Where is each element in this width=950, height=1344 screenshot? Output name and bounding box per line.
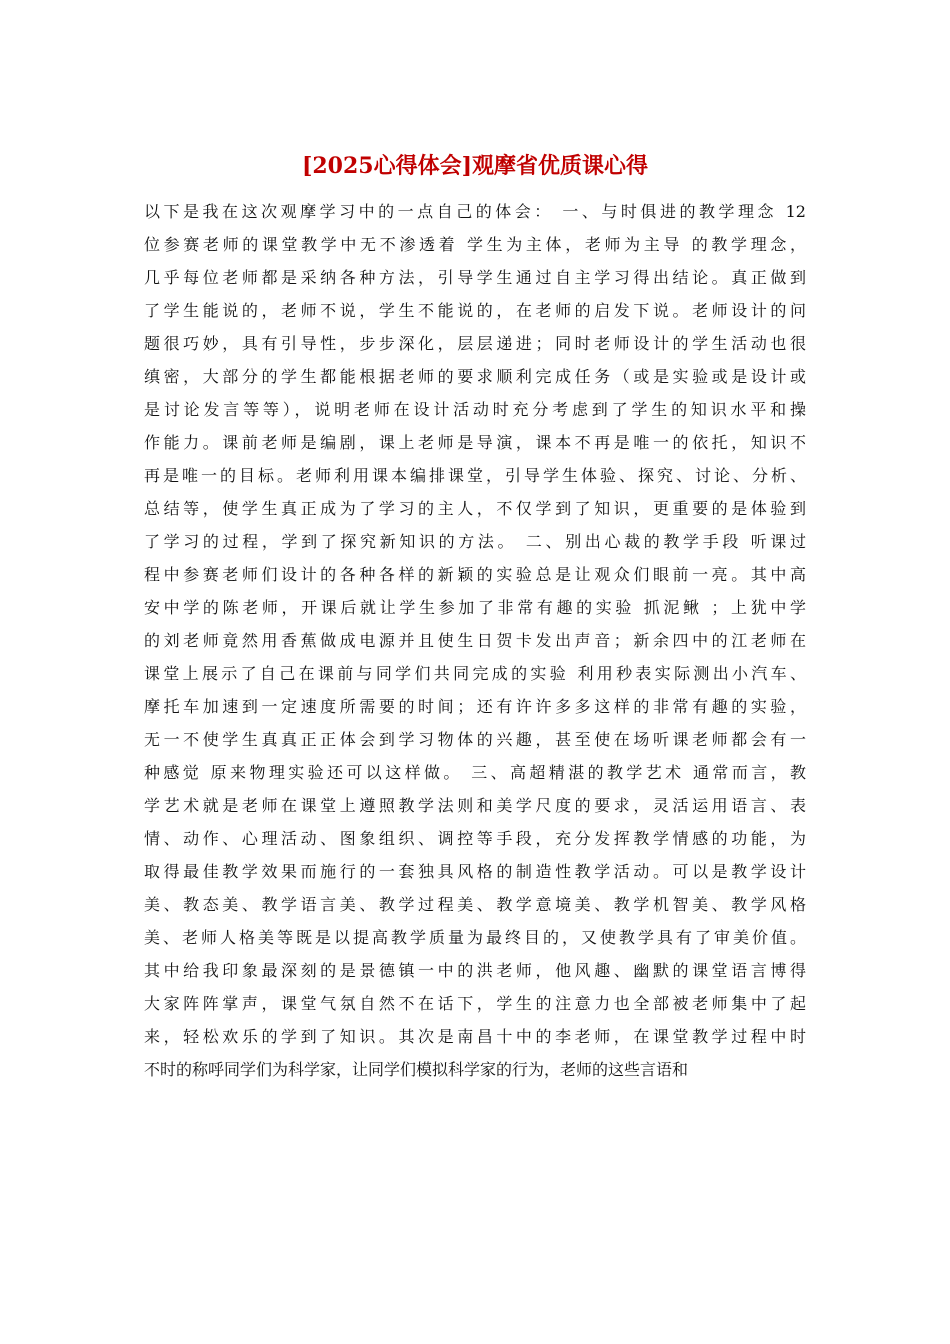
body-line: 几乎每位老师都是采纳各种方法，引导学生通过自主学习得出结论。真正做到 bbox=[144, 268, 806, 287]
body-line: 程中参赛老师们设计的各种各样的新颖的实验总是让观众们眼前一亮。其中高 bbox=[144, 565, 806, 584]
body-line: 种感觉 原来物理实验还可以这样做。 三、高超精湛的教学艺术 通常而言，教 bbox=[144, 763, 806, 782]
body-line: 作能力。课前老师是编剧，课上老师是导演，课本不再是唯一的依托，知识不 bbox=[144, 433, 806, 452]
body-line: 美、老师人格美等既是以提高教学质量为最终目的，又使教学具有了审美价值。 bbox=[144, 928, 806, 947]
body-line: 了学习的过程，学到了探究新知识的方法。 二、别出心裁的教学手段 听课过 bbox=[144, 532, 806, 551]
body-line: 无一不使学生真真正正体会到学习物体的兴趣，甚至使在场听课老师都会有一 bbox=[144, 730, 806, 749]
body-line: 位参赛老师的课堂教学中无不渗透着 学生为主体，老师为主导 的教学理念， bbox=[144, 235, 806, 254]
body-line: 大家阵阵掌声，课堂气氛自然不在话下，学生的注意力也全部被老师集中了起 bbox=[144, 994, 806, 1013]
body-line: 其中给我印象最深刻的是景德镇一中的洪老师，他风趣、幽默的课堂语言博得 bbox=[144, 961, 806, 980]
body-line: 的刘老师竟然用香蕉做成电源并且使生日贺卡发出声音；新余四中的江老师在 bbox=[144, 631, 806, 650]
body-line: 了学生能说的，老师不说，学生不能说的，在老师的启发下说。老师设计的问 bbox=[144, 301, 806, 320]
body-line: 来，轻松欢乐的学到了知识。其次是南昌十中的李老师，在课堂教学过程中时 bbox=[144, 1027, 806, 1046]
document-title: [2025心得体会]观摩省优质课心得 bbox=[301, 153, 649, 179]
body-line: 安中学的陈老师，开课后就让学生参加了非常有趣的实验 抓泥鳅 ；上犹中学 bbox=[144, 598, 806, 617]
body-line: 不时的称呼同学们为科学家，让同学们模拟科学家的行为，老师的这些言语和 bbox=[144, 1060, 689, 1079]
body-line: 课堂上展示了自己在课前与同学们共同完成的实验 利用秒表实际测出小汽车、 bbox=[144, 664, 806, 683]
body-line: 缜密，大部分的学生都能根据老师的要求顺利完成任务（或是实验或是设计或 bbox=[144, 367, 806, 386]
body-line: 美、教态美、教学语言美、教学过程美、教学意境美、教学机智美、教学风格 bbox=[144, 895, 806, 914]
body-line: 情、动作、心理活动、图象组织、调控等手段，充分发挥教学情感的功能，为 bbox=[144, 829, 806, 848]
body-line: 是讨论发言等等），说明老师在设计活动时充分考虑到了学生的知识水平和操 bbox=[144, 400, 806, 419]
body-line: 再是唯一的目标。老师利用课本编排课堂，引导学生体验、探究、讨论、分析、 bbox=[144, 466, 806, 485]
body-line: 总结等，使学生真正成为了学习的主人，不仅学到了知识，更重要的是体验到 bbox=[144, 499, 806, 518]
body-line: 以下是我在这次观摩学习中的一点自己的体会： 一、与时俱进的教学理念 12 bbox=[144, 202, 806, 221]
body-line: 题很巧妙，具有引导性，步步深化，层层递进；同时老师设计的学生活动也很 bbox=[144, 334, 806, 353]
body-line: 学艺术就是老师在课堂上遵照教学法则和美学尺度的要求，灵活运用语言、表 bbox=[144, 796, 806, 815]
body-line: 摩托车加速到一定速度所需要的时间；还有许许多多这样的非常有趣的实验， bbox=[144, 697, 806, 716]
document-body bbox=[144, 195, 806, 1086]
body-line: 取得最佳教学效果而施行的一套独具风格的制造性教学活动。可以是教学设计 bbox=[144, 862, 806, 881]
